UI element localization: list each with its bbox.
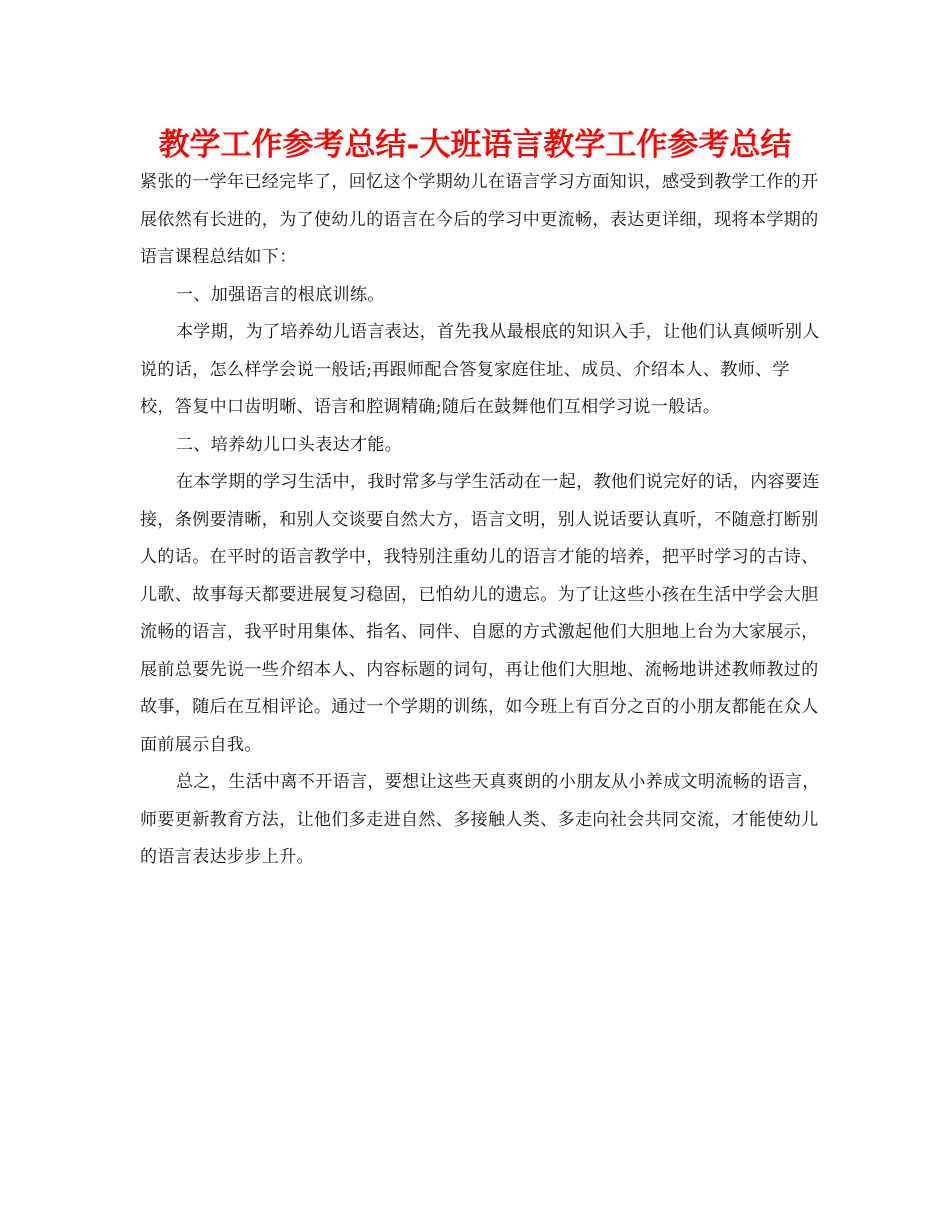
document-title: 教学工作参考总结-大班语言教学工作参考总结	[158, 127, 792, 163]
conclusion-paragraph: 总之，生活中离不开语言，要想让这些天真爽朗的小朋友从小养成文明流畅的语言，师要更新教育方法，让他们多走进自然、多接触人类、多走向社会共同交流，才能使幼儿的语言表达步步上升。	[140, 772, 820, 867]
body-paragraph: 本学期，为了培养幼儿语言表达，首先我从最根底的知识入手，让他们认真倾听别人说的话，怎么样学会说一般话;再跟师配合答复家庭住址、成员、介绍本人、教师、学校，答复中口齿明晰、语言和腔调精确;随后在鼓舞他们互相学习说一般话。	[140, 322, 820, 417]
document-body	[140, 164, 820, 877]
intro-paragraph: 紧张的一学年已经完毕了，回忆这个学期幼儿在语言学习方面知识，感受到教学工作的开展依然有长进的，为了使幼儿的语言在今后的学习中更流畅，表达更详细，现将本学期的语言课程总结如下：	[140, 172, 819, 267]
section-heading-1: 一、加强语言的根底训练。	[176, 284, 385, 305]
section-heading-2: 二、培养幼儿口头表达才能。	[176, 434, 403, 455]
body-paragraph: 在本学期的学习生活中，我时常多与学生活动在一起，教他们说完好的话，内容要连接，条例要清晰，和别人交谈要自然大方，语言文明，别人说话要认真听，不随意打断别人的话。在平时的语言教学中，我特别注重幼儿的语言才能的培养，把平时学习的古诗、儿歌、故事每天都要进展复习稳固，已怕幼儿的遗忘。为了让这些小孩在生活中学会大胆流畅的语言，我平时用集体、指名、同伴、自愿的方式激起他们大胆地上台为大家展示，展前总要先说一些介绍本人、内容标题的词句，再让他们大胆地、流畅地讲述教师教过的故事，随后在互相评论。通过一个学期的训练，如今班上有百分之百的小朋友都能在众人面前展示自我。	[140, 472, 820, 755]
